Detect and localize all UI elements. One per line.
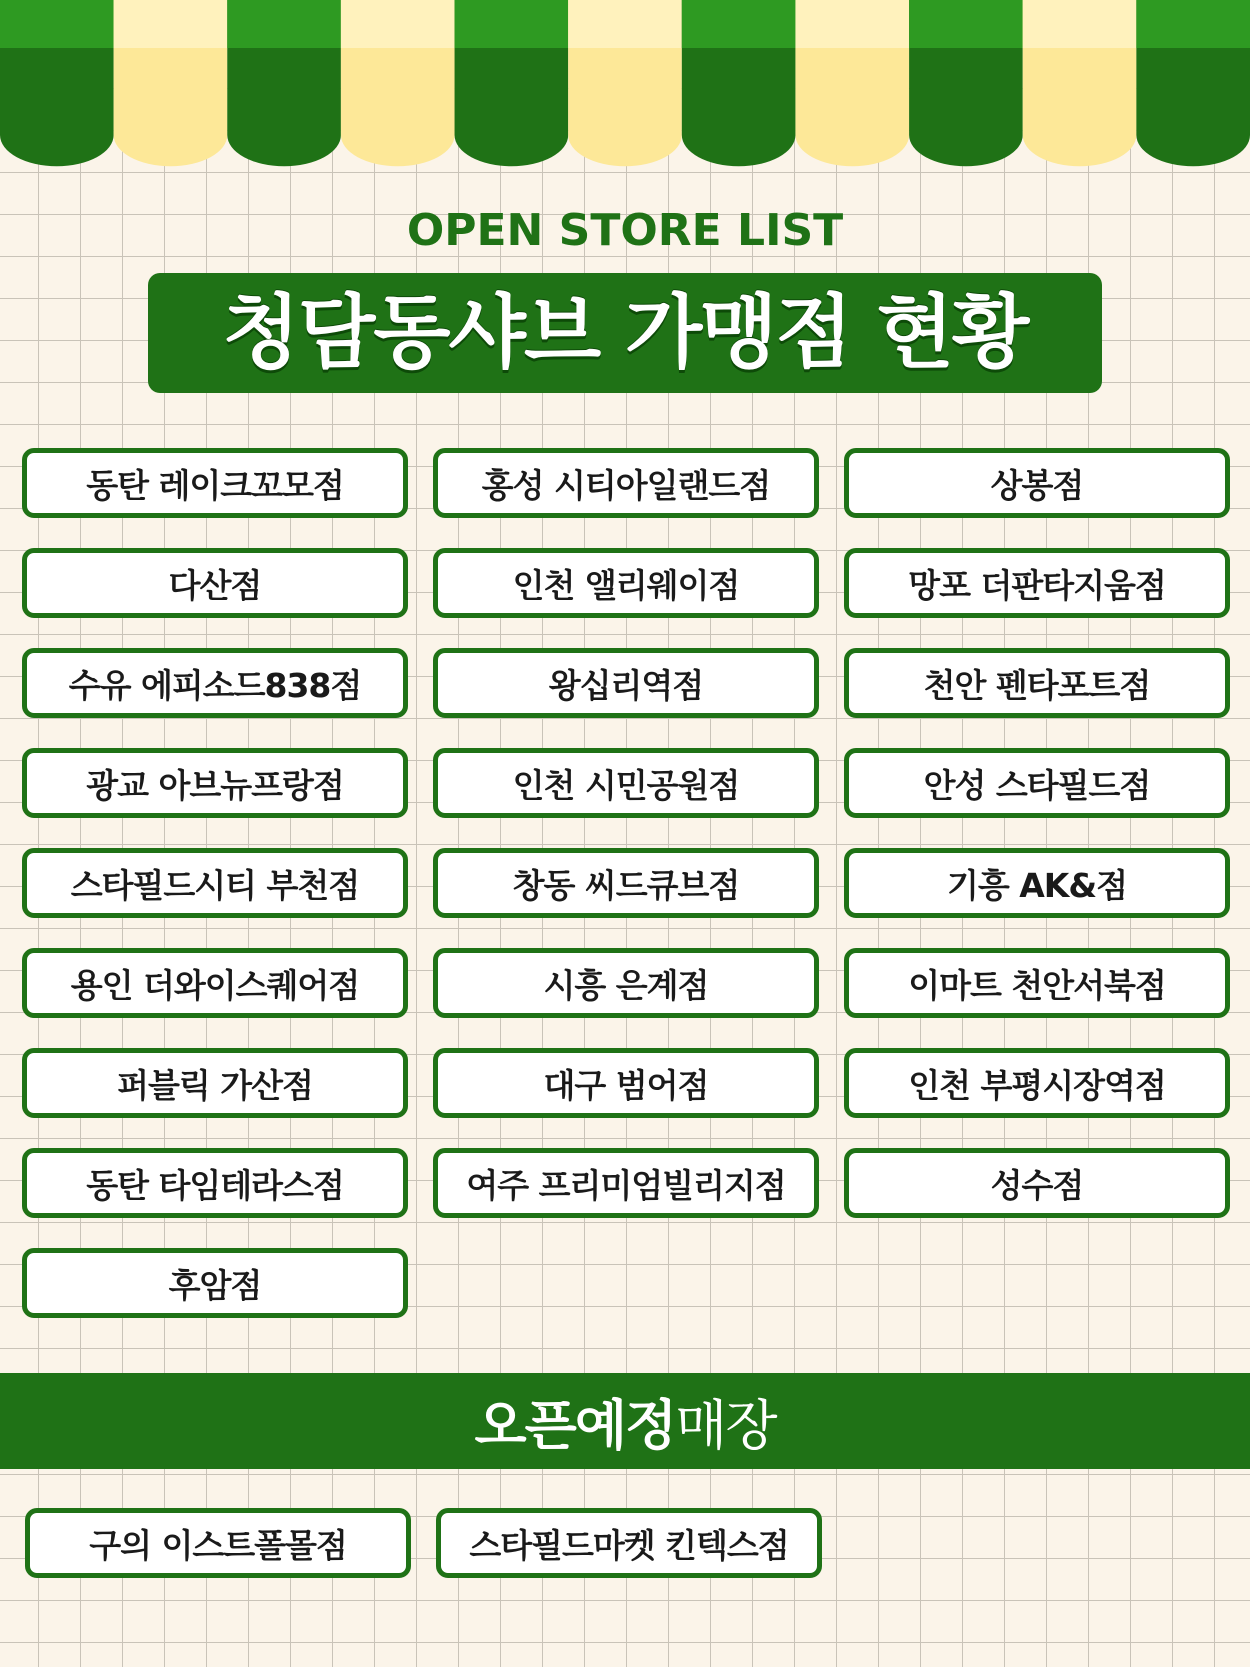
store-item: 대구 범어점 (433, 1048, 819, 1118)
awning-stripe-top (114, 0, 228, 48)
awning-stripe-top (455, 0, 569, 48)
store-item: 여주 프리미엄빌리지점 (433, 1148, 819, 1218)
upcoming-title-bold: 오픈예정 (474, 1393, 676, 1457)
awning-stripe-top (682, 0, 796, 48)
header-title: 청담동샤브 가맹점 현황 (222, 286, 1028, 379)
awning-stripe-top (227, 0, 341, 48)
awning-stripe-top (909, 0, 1023, 48)
awning-stripe-top (0, 0, 114, 48)
store-item: 망포 더판타지움점 (844, 548, 1230, 618)
header-subtitle: OPEN STORE LIST (406, 205, 844, 256)
store-item: 다산점 (22, 548, 408, 618)
store-item: 홍성 시티아일랜드점 (433, 448, 819, 518)
store-item: 안성 스타필드점 (844, 748, 1230, 818)
store-item: 스타필드시티 부천점 (22, 848, 408, 918)
store-item: 퍼블릭 가산점 (22, 1048, 408, 1118)
store-item: 기흥 AK&점 (844, 848, 1230, 918)
store-item: 동탄 타임테라스점 (22, 1148, 408, 1218)
store-item: 시흥 은계점 (433, 948, 819, 1018)
upcoming-store-item: 스타필드마켓 킨텍스점 (436, 1508, 822, 1578)
store-item: 창동 씨드큐브점 (433, 848, 819, 918)
store-item: 천안 펜타포트점 (844, 648, 1230, 718)
awning-stripe-top (1136, 0, 1250, 48)
awning-decoration (0, 0, 1250, 180)
store-item: 수유 에피소드838점 (22, 648, 408, 718)
store-item: 광교 아브뉴프랑점 (22, 748, 408, 818)
awning-stripe-top (1023, 0, 1137, 48)
store-item: 후암점 (22, 1248, 408, 1318)
store-item: 인천 앨리웨이점 (433, 548, 819, 618)
awning-stripe-top (568, 0, 682, 48)
awning-stripe-top (341, 0, 455, 48)
store-item: 용인 더와이스퀘어점 (22, 948, 408, 1018)
store-item: 인천 시민공원점 (433, 748, 819, 818)
store-item: 성수점 (844, 1148, 1230, 1218)
store-item: 이마트 천안서북점 (844, 948, 1230, 1018)
store-item: 인천 부평시장역점 (844, 1048, 1230, 1118)
upcoming-banner (0, 1373, 1250, 1469)
store-item: 상봉점 (844, 448, 1230, 518)
awning-stripe-top (795, 0, 909, 48)
store-item: 동탄 레이크꼬모점 (22, 448, 408, 518)
upcoming-store-item: 구의 이스트폴몰점 (25, 1508, 411, 1578)
store-item: 왕십리역점 (433, 648, 819, 718)
upcoming-title-light: 매장 (675, 1393, 776, 1457)
